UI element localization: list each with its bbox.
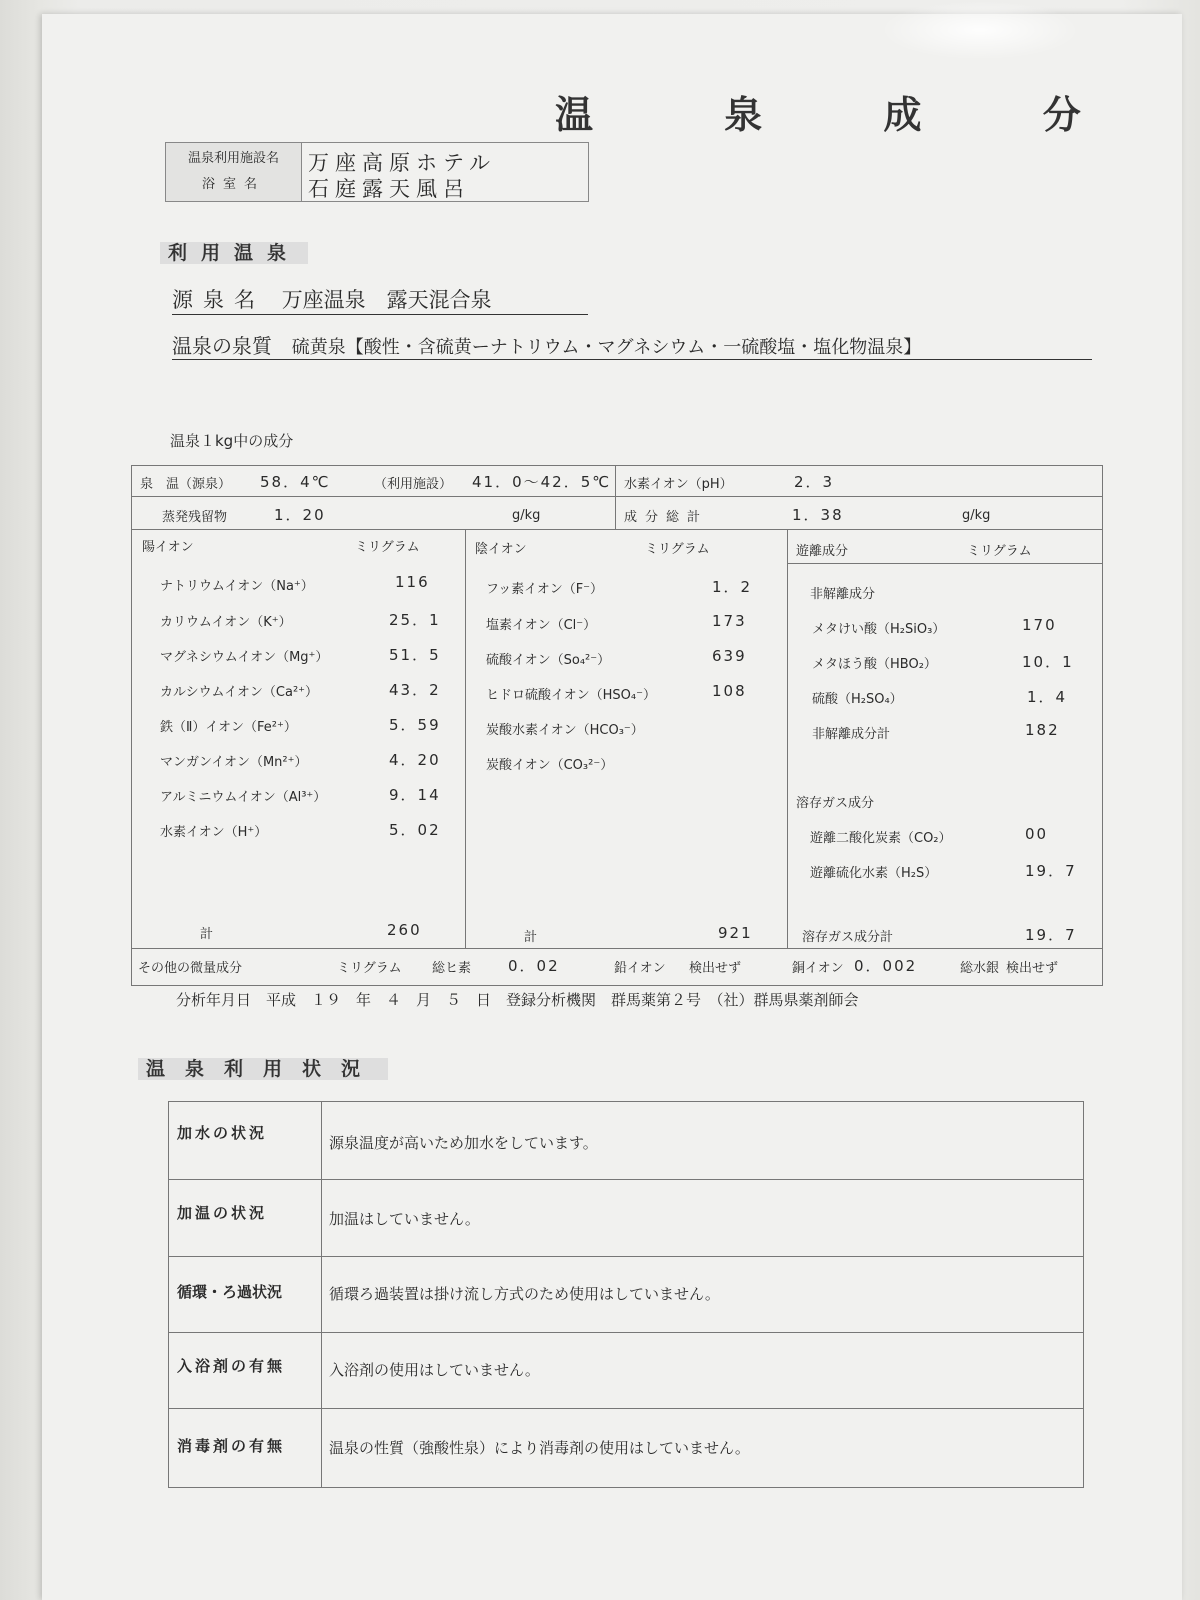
non-dissociated-label: 非解離成分 xyxy=(810,587,876,602)
usage-label: 加温の状況 xyxy=(177,1204,268,1222)
source-name-line xyxy=(172,284,588,315)
cation-value: 25．1 xyxy=(389,611,441,629)
trace-value: 検出せず xyxy=(689,961,742,976)
non-dissociated-name: 硫酸（H₂SO₄） xyxy=(812,692,903,707)
cation-value: 51．5 xyxy=(389,646,441,664)
total-value: 1．38 xyxy=(792,506,844,524)
facility-name-label: 温泉利用施設名 xyxy=(187,151,279,166)
trace-label: その他の微量成分 xyxy=(138,961,243,976)
usage-row xyxy=(169,1332,1083,1409)
gas-name: 遊離二酸化炭素（CO₂） xyxy=(810,831,952,846)
total-unit: g/kg xyxy=(962,508,991,523)
anion-name: フッ素イオン（F⁻） xyxy=(486,582,604,597)
cation-name: マグネシウムイオン（Mg⁺） xyxy=(160,650,329,665)
grid-line xyxy=(132,496,1102,497)
temp-label: 泉 温（源泉） xyxy=(140,477,232,492)
facility-box xyxy=(165,142,589,202)
cation-value: 5．59 xyxy=(389,716,441,734)
facility-labels xyxy=(166,143,302,201)
cation-name: 水素イオン（H⁺） xyxy=(160,825,268,840)
non-dissociated-total-label: 非解離成分計 xyxy=(812,727,891,742)
free-unit-header: ミリグラム xyxy=(967,544,1032,559)
gas-value: 00 xyxy=(1025,825,1049,843)
residue-unit: g/kg xyxy=(512,508,541,523)
grid-line xyxy=(787,563,1102,564)
grid-line xyxy=(465,529,466,948)
cation-value: 5．02 xyxy=(389,821,441,839)
cation-total-value: 260 xyxy=(387,921,422,939)
trace-value: 0．02 xyxy=(508,957,560,975)
cation-name: 鉄（Ⅱ）イオン（Fe²⁺） xyxy=(160,720,297,735)
temp-value: 58．4℃ xyxy=(260,473,331,491)
usage-text: 源泉温度が高いため加水をしています。 xyxy=(329,1134,598,1152)
anion-value: 108 xyxy=(712,682,747,700)
anion-value: 639 xyxy=(712,647,747,665)
ph-value: 2．3 xyxy=(794,473,835,491)
source-heading-text: 利用温泉 xyxy=(160,242,308,264)
title-char: 成 xyxy=(883,93,922,137)
usage-label: 循環・ろ過状況 xyxy=(177,1283,283,1301)
usage-row xyxy=(169,1179,1083,1257)
grid-line xyxy=(787,529,788,948)
light-glare xyxy=(880,0,1080,60)
usage-text: 入浴剤の使用はしていません。 xyxy=(329,1361,540,1379)
usage-table xyxy=(168,1101,1084,1488)
anion-name: 塩素イオン（Cl⁻） xyxy=(486,618,597,633)
residue-label: 蒸発残留物 xyxy=(162,510,228,525)
usage-label: 加水の状況 xyxy=(177,1124,268,1142)
free-header: 遊離成分 xyxy=(796,544,849,559)
source-name-label: 源泉名 xyxy=(172,288,265,312)
usage-text: 循環ろ過装置は掛け流し方式のため使用はしていません。 xyxy=(329,1285,720,1303)
trace-name: 鉛イオン xyxy=(614,961,666,976)
gas-name: 遊離硫化水素（H₂S） xyxy=(810,866,938,881)
cation-unit-header: ミリグラム xyxy=(355,540,420,555)
page-title xyxy=(555,84,1081,139)
anion-name: 硫酸イオン（So₄²⁻） xyxy=(486,653,611,668)
facility-name-value: 万座高原ホテル xyxy=(308,151,496,175)
cation-total-label: 計 xyxy=(200,927,214,942)
spring-quality-value: 硫黄泉【酸性・含硫黄ーナトリウム・マグネシウム・一硫酸塩・塩化物温泉】 xyxy=(291,337,922,358)
usage-heading xyxy=(138,1054,388,1081)
usage-heading-text: 温泉利用状況 xyxy=(138,1058,388,1080)
anion-value: 1．2 xyxy=(712,578,753,596)
non-dissociated-total-value: 182 xyxy=(1025,721,1060,739)
anion-header: 陰イオン xyxy=(475,542,527,557)
ph-label: 水素イオン（pH） xyxy=(624,477,733,492)
trace-name: 総水銀 xyxy=(960,961,1000,976)
anion-name: ヒドロ硫酸イオン（HSO₄⁻） xyxy=(486,688,656,703)
source-name-value: 万座温泉 露天混合泉 xyxy=(281,288,492,312)
gas-total-label: 溶存ガス成分計 xyxy=(802,930,894,945)
trace-name: 銅イオン xyxy=(792,961,844,976)
analysis-table xyxy=(131,465,1103,986)
non-dissociated-value: 10．1 xyxy=(1022,653,1074,671)
title-char: 泉 xyxy=(724,93,763,137)
spring-quality-label: 温泉の泉質 xyxy=(172,334,272,358)
title-char: 温 xyxy=(555,93,594,137)
cation-name: マンガンイオン（Mn²⁺） xyxy=(160,755,308,770)
non-dissociated-name: メタほう酸（HBO₂） xyxy=(812,657,937,672)
residue-value: 1．20 xyxy=(274,506,326,524)
bath-name-value: 石庭露天風呂 xyxy=(308,177,470,201)
facility-temp-label: （利用施設） xyxy=(374,477,453,492)
non-dissociated-name: メタけい酸（H₂SiO₃） xyxy=(812,622,946,637)
cation-value: 116 xyxy=(395,573,430,591)
anion-total-value: 921 xyxy=(718,924,753,942)
cation-header: 陽イオン xyxy=(142,540,194,555)
cation-name: カリウムイオン（K⁺） xyxy=(160,615,292,630)
gas-value: 19．7 xyxy=(1025,862,1077,880)
analysis-date-line: 分析年月日 平成 １９ 年 ４ 月 ５ 日 登録分析機関 群馬薬第２号 （社）群馬県薬剤師会 xyxy=(176,991,859,1009)
facility-temp-value: 41．0～42．5℃ xyxy=(472,473,612,491)
anion-name: 炭酸水素イオン（HCO₃⁻） xyxy=(486,723,644,738)
usage-text: 温泉の性質（強酸性泉）により消毒剤の使用はしていません。 xyxy=(329,1439,750,1457)
grid-line xyxy=(132,529,1102,530)
non-dissociated-value: 1．4 xyxy=(1027,688,1068,706)
source-heading xyxy=(160,238,308,265)
usage-text: 加温はしていません。 xyxy=(329,1210,480,1228)
cation-name: カルシウムイオン（Ca²⁺） xyxy=(160,685,319,700)
spring-quality-line xyxy=(172,330,1092,360)
anion-name: 炭酸イオン（CO₃²⁻） xyxy=(486,758,614,773)
grid-line xyxy=(615,466,616,529)
total-label: 成分総計 xyxy=(624,510,709,525)
cation-value: 43．2 xyxy=(389,681,441,699)
bath-name-label: 浴室名 xyxy=(201,177,265,192)
trace-value: 検出せず xyxy=(1006,961,1059,976)
usage-row xyxy=(169,1408,1083,1488)
cation-name: アルミニウムイオン（Al³⁺） xyxy=(160,790,327,805)
anion-unit-header: ミリグラム xyxy=(645,542,710,557)
cation-name: ナトリウムイオン（Na⁺） xyxy=(160,579,314,594)
grid-line xyxy=(132,948,1102,949)
usage-label: 消毒剤の有無 xyxy=(177,1437,286,1455)
anion-value: 173 xyxy=(712,612,747,630)
gas-total-value: 19．7 xyxy=(1025,926,1077,944)
usage-row xyxy=(169,1256,1083,1333)
trace-value: 0．002 xyxy=(854,957,918,975)
non-dissociated-value: 170 xyxy=(1022,616,1057,634)
cation-value: 4．20 xyxy=(389,751,441,769)
usage-label: 入浴剤の有無 xyxy=(177,1357,286,1375)
analysis-caption: 温泉１kg中の成分 xyxy=(170,432,294,450)
trace-name: 総ヒ素 xyxy=(432,961,472,976)
title-char: 分 xyxy=(1042,93,1081,137)
usage-row xyxy=(169,1102,1083,1179)
dissolved-gas-label: 溶存ガス成分 xyxy=(796,796,875,811)
anion-total-label: 計 xyxy=(524,930,538,945)
cation-value: 9．14 xyxy=(389,786,441,804)
trace-unit: ミリグラム xyxy=(337,961,402,976)
